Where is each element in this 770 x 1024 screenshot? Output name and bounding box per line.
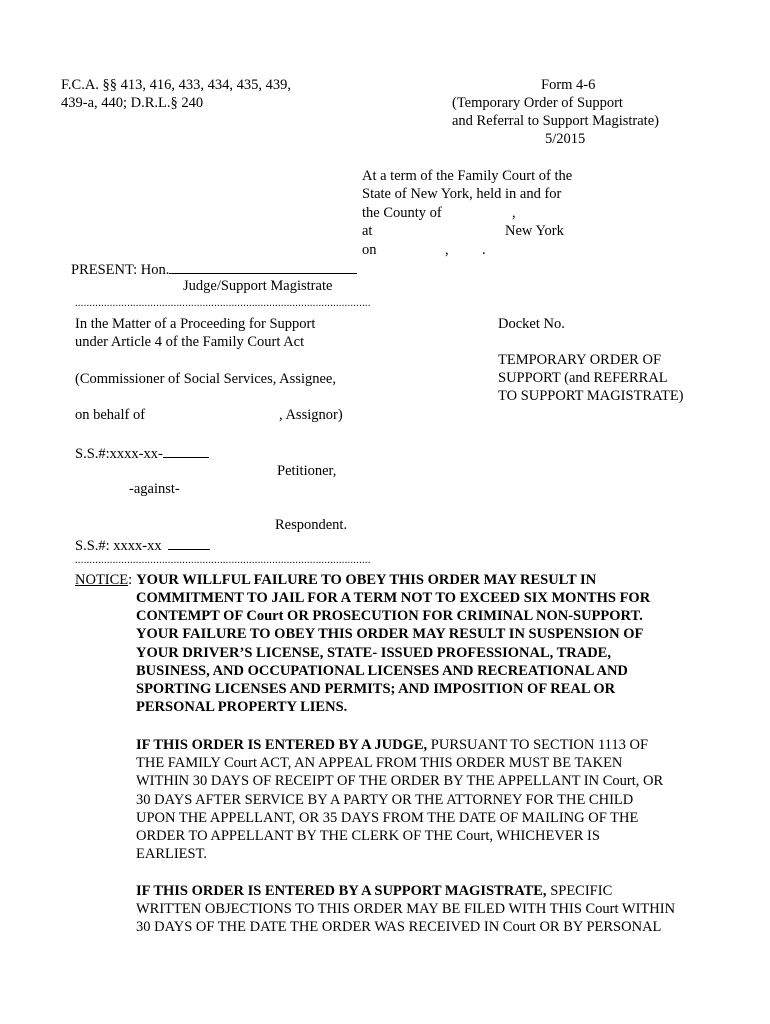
judge-paragraph-lead: IF THIS ORDER IS ENTERED BY A JUDGE, [136, 737, 428, 753]
against-label: -against- [129, 481, 180, 497]
notice-colon: : [128, 572, 133, 588]
statute-citation-line2: 439-a, 440; D.R.L.§ 240 [61, 95, 204, 111]
respondent-ssn-blank-line [168, 535, 210, 550]
court-term-line2: State of New York, held in and for [362, 186, 562, 202]
present-label: PRESENT: Hon. [71, 262, 170, 278]
matter-line2: under Article 4 of the Family Court Act [75, 334, 305, 350]
respondent-ssn [75, 535, 210, 555]
form-date: 5/2015 [545, 131, 586, 147]
form-title-line2: and Referral to Support Magistrate) [452, 113, 659, 129]
court-term-county-comma: , [512, 205, 516, 221]
judge-paragraph-line: WITHIN 30 DAYS OF RECEIPT OF THE ORDER BY THE APPELLANT IN Court, OR [136, 773, 664, 790]
order-title-line1: TEMPORARY ORDER OF [498, 352, 662, 368]
magistrate-paragraph-line: WRITTEN OBJECTIONS TO THIS ORDER MAY BE FILED WITH THIS Court WITHIN [136, 901, 676, 918]
court-term-line1: At a term of the Family Court of the [362, 168, 573, 184]
petitioner-ssn-label: S.S.#:xxxx-xx- [75, 446, 163, 462]
judge-paragraph-first-rest: PURSUANT TO SECTION 1113 OF [427, 737, 649, 753]
form-title-line1: (Temporary Order of Support [452, 95, 623, 111]
judge-paragraph-line: UPON THE APPELLANT, OR 35 DAYS FROM THE DATE OF MAILING OF THE [136, 809, 639, 826]
caption-dotted-divider-bottom: ...................................................................................................... [75, 555, 371, 566]
judge-paragraph-line: EARLIEST. [136, 846, 208, 863]
commissioner-line: (Commissioner of Social Services, Assignee, [75, 371, 336, 387]
caption-dotted-divider-top: ...................................................................................................... [75, 298, 371, 309]
order-title-line2: SUPPORT (and REFERRAL [498, 370, 668, 386]
assignor-label: , Assignor) [279, 407, 343, 423]
notice-body-line: CONTEMPT OF Court OR PROSECUTION FOR CRIMINAL NON-SUPPORT. [136, 608, 643, 625]
docket-number-label: Docket No. [498, 316, 565, 332]
court-term-county-label: the County of [362, 205, 442, 221]
notice-body [136, 589, 716, 716]
notice-label: NOTICE [75, 572, 129, 588]
notice-first-line [75, 571, 596, 589]
court-term-state: New York [505, 223, 564, 239]
matter-line1: In the Matter of a Proceeding for Support [75, 316, 316, 332]
magistrate-paragraph-lead: IF THIS ORDER IS ENTERED BY A SUPPORT MAGISTRATE, [136, 883, 547, 899]
form-number: Form 4-6 [541, 77, 596, 93]
court-term-on-label: on [362, 242, 377, 258]
petitioner-ssn-blank-line [163, 443, 209, 458]
behalf-of-label: on behalf of [75, 407, 146, 423]
magistrate-paragraph-line: 30 DAYS OF THE DATE THE ORDER WAS RECEIVED IN Court OR BY PERSONAL [136, 919, 662, 936]
court-term-date-comma: , [445, 242, 449, 258]
statute-citation-line1: F.C.A. §§ 413, 416, 433, 434, 435, 439, [61, 77, 292, 93]
judge-title: Judge/Support Magistrate [183, 278, 333, 294]
judge-paragraph-line: THE FAMILY Court ACT, AN APPEAL FROM THIS ORDER MUST BE TAKEN [136, 755, 623, 772]
order-title-line3: TO SUPPORT MAGISTRATE) [498, 388, 684, 404]
respondent-label: Respondent. [275, 517, 348, 533]
judge-paragraph-line: ORDER TO APPELLANT BY THE CLERK OF THE Court, WHICHEVER IS [136, 828, 600, 845]
respondent-ssn-label: S.S.#: xxxx-xx [75, 538, 162, 554]
notice-body-line: COMMITMENT TO JAIL FOR A TERM NOT TO EXCEED SIX MONTHS FOR [136, 590, 651, 606]
court-term-at-label: at [362, 223, 373, 239]
judge-paragraph-first-line [136, 736, 716, 754]
magistrate-paragraph-first-line [136, 882, 716, 900]
notice-body-line: YOUR FAILURE TO OBEY THIS ORDER MAY RESULT IN SUSPENSION OF [136, 626, 644, 643]
present-hon-label [71, 259, 357, 279]
notice-text-first: YOUR WILLFUL FAILURE TO OBEY THIS ORDER MAY RESULT IN [136, 572, 597, 588]
magistrate-objection-paragraph [136, 882, 716, 937]
notice-body-line: SPORTING LICENSES AND PERMITS; AND IMPOSITION OF REAL OR [136, 681, 616, 698]
petitioner-label: Petitioner, [277, 463, 337, 479]
notice-body-line: PERSONAL PROPERTY LIENS. [136, 699, 348, 716]
court-term-date-period: . [482, 242, 486, 258]
petitioner-ssn [75, 443, 209, 463]
judge-name-blank-line [169, 259, 357, 274]
judge-paragraph-line: 30 DAYS AFTER SERVICE BY A PARTY OR THE ATTORNEY FOR THE CHILD [136, 791, 634, 808]
notice-body-line: BUSINESS, AND OCCUPATIONAL LICENSES AND RECREATIONAL AND [136, 662, 628, 679]
notice-body-line: YOUR DRIVER’S LICENSE, STATE- ISSUED PROFESSIONAL, TRADE, [136, 644, 611, 661]
magistrate-paragraph-first-rest: SPECIFIC [546, 883, 613, 899]
judge-appeal-paragraph [136, 736, 716, 863]
